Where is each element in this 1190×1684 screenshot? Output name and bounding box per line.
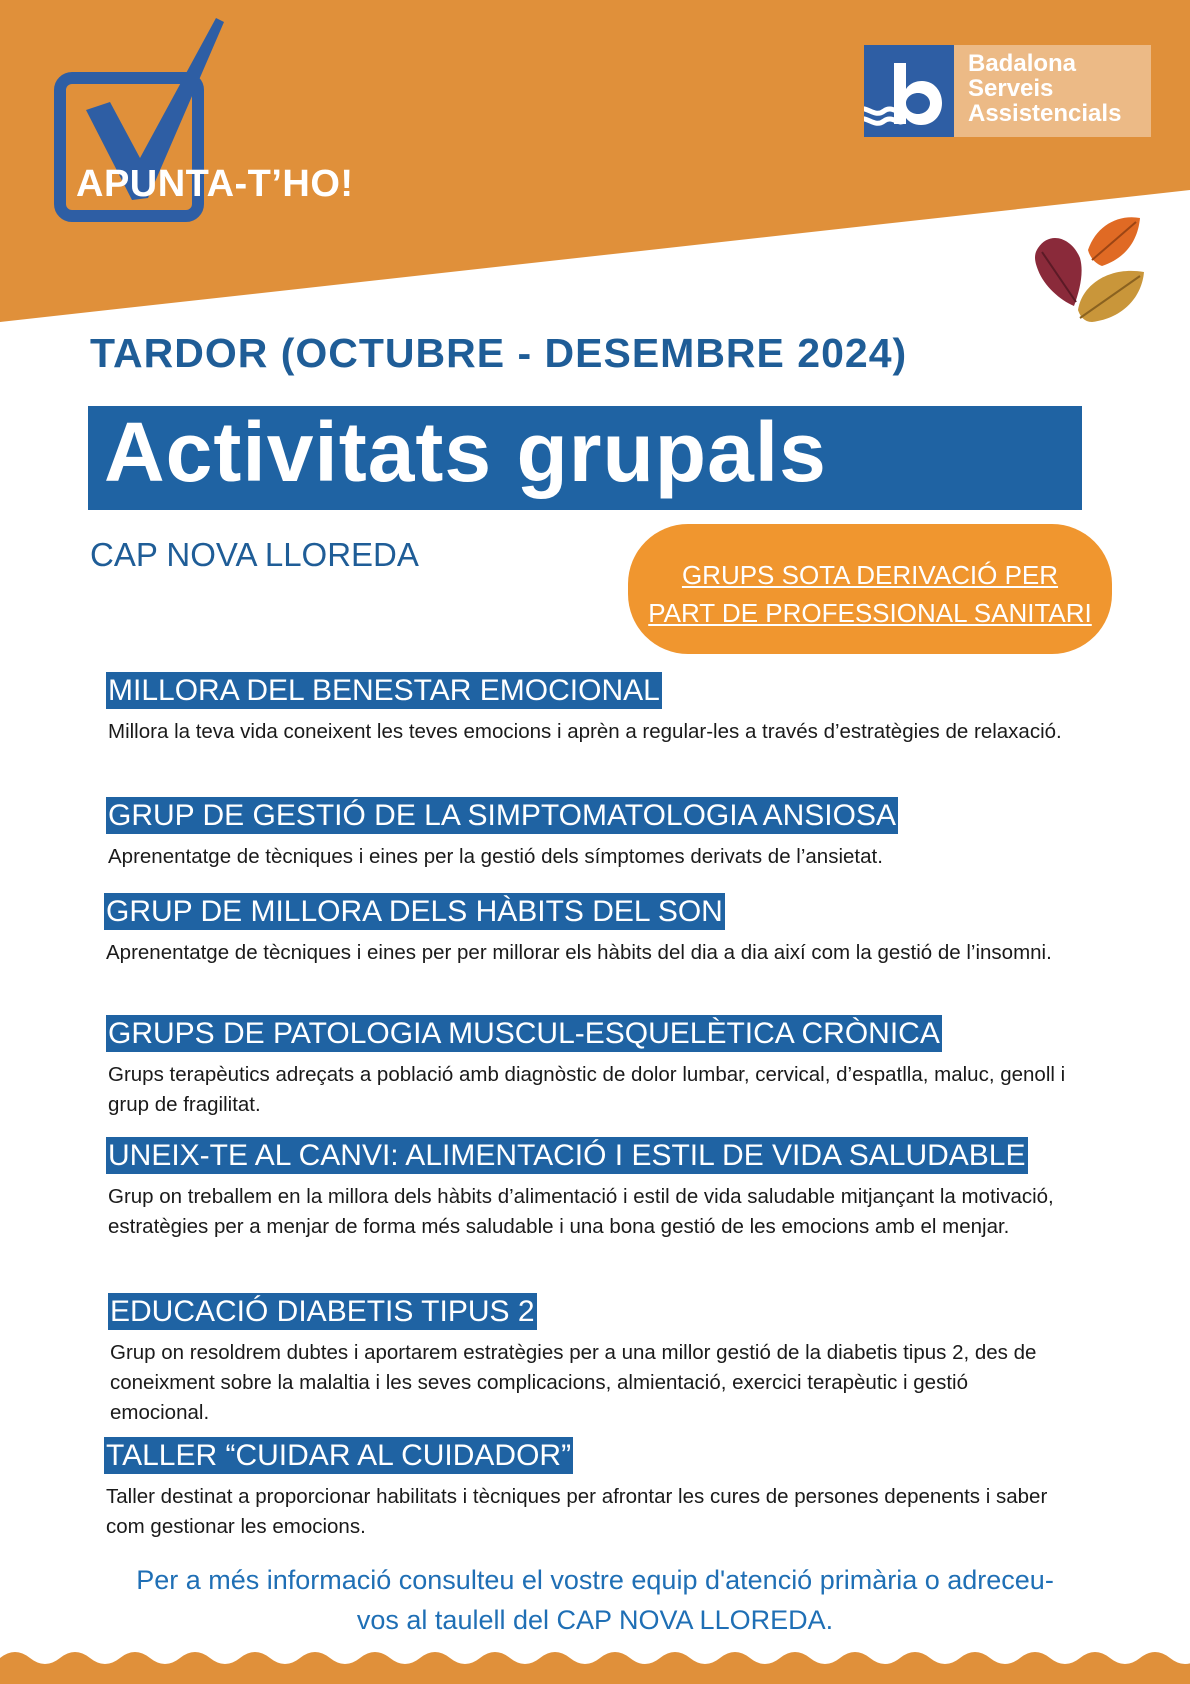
activity-description: Aprenentatge de tècniques i eines per per millorar els hàbits del dia a dia així com la gestió de l’insomni. xyxy=(106,941,1052,964)
badalona-serveis-assistencials-logo xyxy=(864,45,1122,137)
referral-notice-badge xyxy=(628,524,1112,654)
footer-line-2: vos al taulell del CAP NOVA LLOREDA. xyxy=(356,1605,834,1635)
logo-text xyxy=(954,45,1151,137)
notice-line-1: GRUPS SOTA DERIVACIÓ PER xyxy=(681,560,1059,590)
season-heading: TARDOR (OCTUBRE - DESEMBRE 2024) xyxy=(90,330,908,376)
activity-description: Aprenentatge de tècniques i eines per la gestió dels símptomes derivats de l’ansietat. xyxy=(108,845,883,868)
notice-line-2: PART DE PROFESSIONAL SANITARI xyxy=(648,598,1092,628)
page-title: Activitats grupals xyxy=(104,405,827,499)
logo-line-3: Assistencials xyxy=(968,100,1122,127)
bottom-wave-border xyxy=(0,1636,1190,1684)
autumn-leaves-icon xyxy=(1020,210,1160,330)
apuntatho-badge-text: APUNTA-T’HO! xyxy=(76,163,354,205)
activity-description: Millora la teva vida coneixent les teves emocions i aprèn a regular-les a través d’estratègies de relaxació. xyxy=(108,720,1062,743)
activity-description: Grup on treballem en la millora dels hàbits d’alimentació i estil de vida saludable mitjançant la motivació, estratègies per a menjar de forma més saludable i una bona gestió de les emocions amb el menjar. xyxy=(108,1185,1054,1238)
activity-title: EDUCACIÓ DIABETIS TIPUS 2 xyxy=(110,1295,535,1328)
activity-description: Grups terapèutics adreçats a població amb diagnòstic de dolor lumbar, cervical, d’espatlla, maluc, genoll i grup de fragilitat. xyxy=(108,1063,1066,1116)
footer-info xyxy=(0,1560,1190,1640)
activity-title: GRUPS DE PATOLOGIA MUSCUL-ESQUELÈTICA CRÒNICA xyxy=(108,1017,940,1050)
activity-description: Grup on resoldrem dubtes i aportarem estratègies per a una millor gestió de la diabetis tipus 2, des de coneixment sobre la malaltia i les seves complicacions, almientació, exercici terapèutic i gestió emocional. xyxy=(110,1341,1037,1424)
logo-line-1: Badalona xyxy=(968,50,1077,77)
footer-line-1: Per a més informació consulteu el vostre equip d'atenció primària o adreceu- xyxy=(136,1565,1054,1595)
activity-title: MILLORA DEL BENESTAR EMOCIONAL xyxy=(108,674,660,707)
activity-title: GRUP DE MILLORA DELS HÀBITS DEL SON xyxy=(106,895,723,928)
activity-title: TALLER “CUIDAR AL CUIDADOR” xyxy=(106,1439,572,1472)
activity-title: GRUP DE GESTIÓ DE LA SIMPTOMATOLOGIA ANSIOSA xyxy=(108,799,896,832)
wave-b-icon xyxy=(864,45,954,137)
location-label: CAP NOVA LLOREDA xyxy=(90,536,419,573)
activity-title: UNEIX-TE AL CANVI: ALIMENTACIÓ I ESTIL DE VIDA SALUDABLE xyxy=(108,1139,1026,1172)
activity-description: Taller destinat a proporcionar habilitats i tècniques per afrontar les cures de persones depenents i saber com gestionar les emocions. xyxy=(106,1485,1048,1538)
logo-line-2: Serveis xyxy=(968,75,1054,102)
